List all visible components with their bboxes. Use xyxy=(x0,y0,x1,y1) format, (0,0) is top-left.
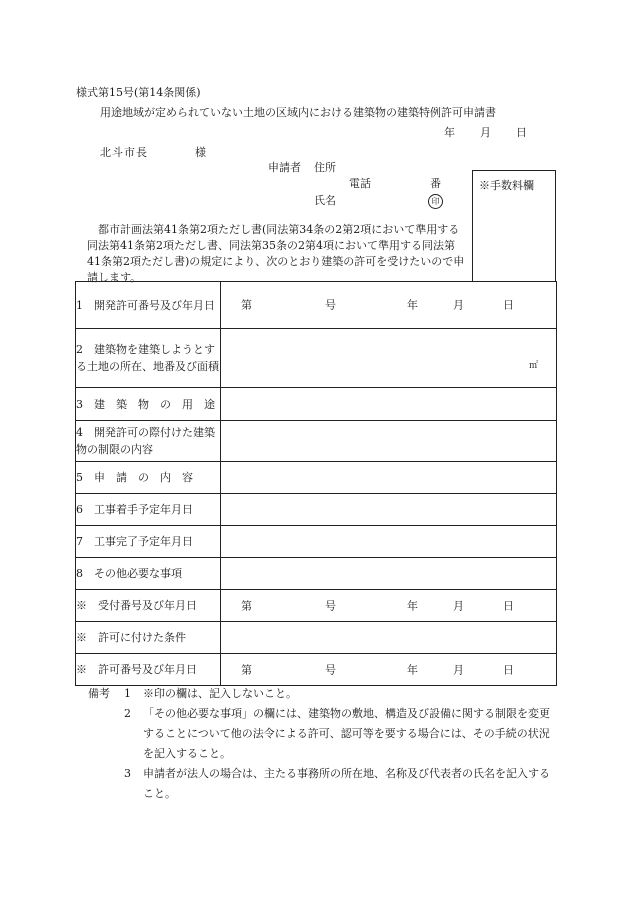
note-text: ※印の欄は、記入しないこと。 xyxy=(143,687,297,700)
applicant-label: 申請者 xyxy=(268,161,301,174)
note-text: 申請者が法人の場合は、主たる事務所の所在地、名称及び代表者の氏名を記入すること。 xyxy=(143,767,550,800)
notes-section xyxy=(88,684,558,804)
notes-heading: 備考 xyxy=(88,687,110,700)
recipient-name: 北斗市長 xyxy=(100,146,148,159)
row-value-application-content[interactable] xyxy=(221,462,557,494)
document-title: 用途地域が定められていない土地の区域内における建築物の建築特例許可申請書 xyxy=(100,106,496,119)
table-row xyxy=(76,329,557,388)
row-label: 1 開発許可番号及び年月日 xyxy=(76,282,221,329)
year-label: 年 xyxy=(407,663,418,676)
row-label: ※ 許可に付けた条件 xyxy=(76,622,221,654)
day-label: 日 xyxy=(503,663,514,676)
dai-label: 第 xyxy=(241,599,252,612)
date-day: 日 xyxy=(516,126,527,139)
note-number: 2 xyxy=(124,707,131,720)
row-label: ※ 許可番号及び年月日 xyxy=(76,654,221,686)
row-value-other-matters[interactable] xyxy=(221,558,557,590)
table-row xyxy=(76,590,557,622)
month-label: 月 xyxy=(453,599,464,612)
row-value-permit-conditions[interactable] xyxy=(221,622,557,654)
fee-box-label: ※手数料欄 xyxy=(479,179,534,192)
area-unit: ㎡ xyxy=(528,361,538,371)
go-label: 号 xyxy=(325,663,336,676)
row-label: 6 工事着手予定年月日 xyxy=(76,494,221,526)
note-number: 3 xyxy=(124,767,131,780)
go-label: 号 xyxy=(325,599,336,612)
dai-label: 第 xyxy=(241,298,252,312)
table-row xyxy=(76,558,557,590)
go-label: 号 xyxy=(325,298,336,312)
month-label: 月 xyxy=(453,663,464,676)
table-row xyxy=(76,421,557,462)
row-label: 4 開発許可の際付けた建築物の制限の内容 xyxy=(76,421,221,462)
table-row xyxy=(76,494,557,526)
date-year: 年 xyxy=(444,126,455,139)
table-row xyxy=(76,526,557,558)
row-value-building-use[interactable] xyxy=(221,388,557,421)
note-text: 「その他必要な事項」の欄には、建築物の敷地、構造及び設備に関する制限を変更することについて他の法令による許可、認可等を要する場合には、その手続の状況を記入すること。 xyxy=(143,707,550,760)
day-label: 日 xyxy=(503,599,514,612)
row-value-permit-number[interactable] xyxy=(221,654,557,686)
number-label: 番 xyxy=(430,177,441,190)
note-number: 1 xyxy=(124,687,131,700)
row-value-permit-date[interactable] xyxy=(221,282,557,329)
row-label: 2 建築物を建築しようとする土地の所在、地番及び面積 xyxy=(76,329,221,388)
row-label: 7 工事完了予定年月日 xyxy=(76,526,221,558)
seal-mark: 印 xyxy=(428,194,443,209)
day-label: 日 xyxy=(503,298,514,312)
phone-label: 電話 xyxy=(349,177,371,190)
purpose-statement: 都市計画法第41条第2項ただし書(同法第34条の2第2項において準用する同法第41条第2項ただし書、同法第35条の2第4項において準用する同法第41条第2項ただし書)の規定により、次のとおり建築の許可を受けたいので申請します。 xyxy=(87,223,465,284)
year-label: 年 xyxy=(407,298,418,312)
date-month: 月 xyxy=(480,126,491,139)
row-label: 3 建 築 物 の 用 途 xyxy=(76,388,221,421)
application-table xyxy=(75,281,557,686)
table-row xyxy=(76,654,557,686)
table-row xyxy=(76,462,557,494)
name-label: 氏名 xyxy=(314,194,336,207)
address-label: 住所 xyxy=(314,161,336,174)
row-value-completion-date[interactable] xyxy=(221,526,557,558)
row-value-land-location[interactable] xyxy=(221,329,557,388)
row-value-receipt-date[interactable] xyxy=(221,590,557,622)
row-value-restrictions[interactable] xyxy=(221,421,557,462)
year-label: 年 xyxy=(407,599,418,612)
recipient-honorific: 様 xyxy=(195,146,206,159)
row-label: 8 その他必要な事項 xyxy=(76,558,221,590)
table-row xyxy=(76,388,557,421)
row-label: ※ 受付番号及び年月日 xyxy=(76,590,221,622)
row-value-start-date[interactable] xyxy=(221,494,557,526)
row-label: 5 申 請 の 内 容 xyxy=(76,462,221,494)
table-row xyxy=(76,282,557,329)
table-row xyxy=(76,622,557,654)
form-number: 様式第15号(第14条関係) xyxy=(76,86,201,99)
dai-label: 第 xyxy=(241,663,252,676)
fee-box xyxy=(472,170,556,282)
month-label: 月 xyxy=(453,298,464,312)
